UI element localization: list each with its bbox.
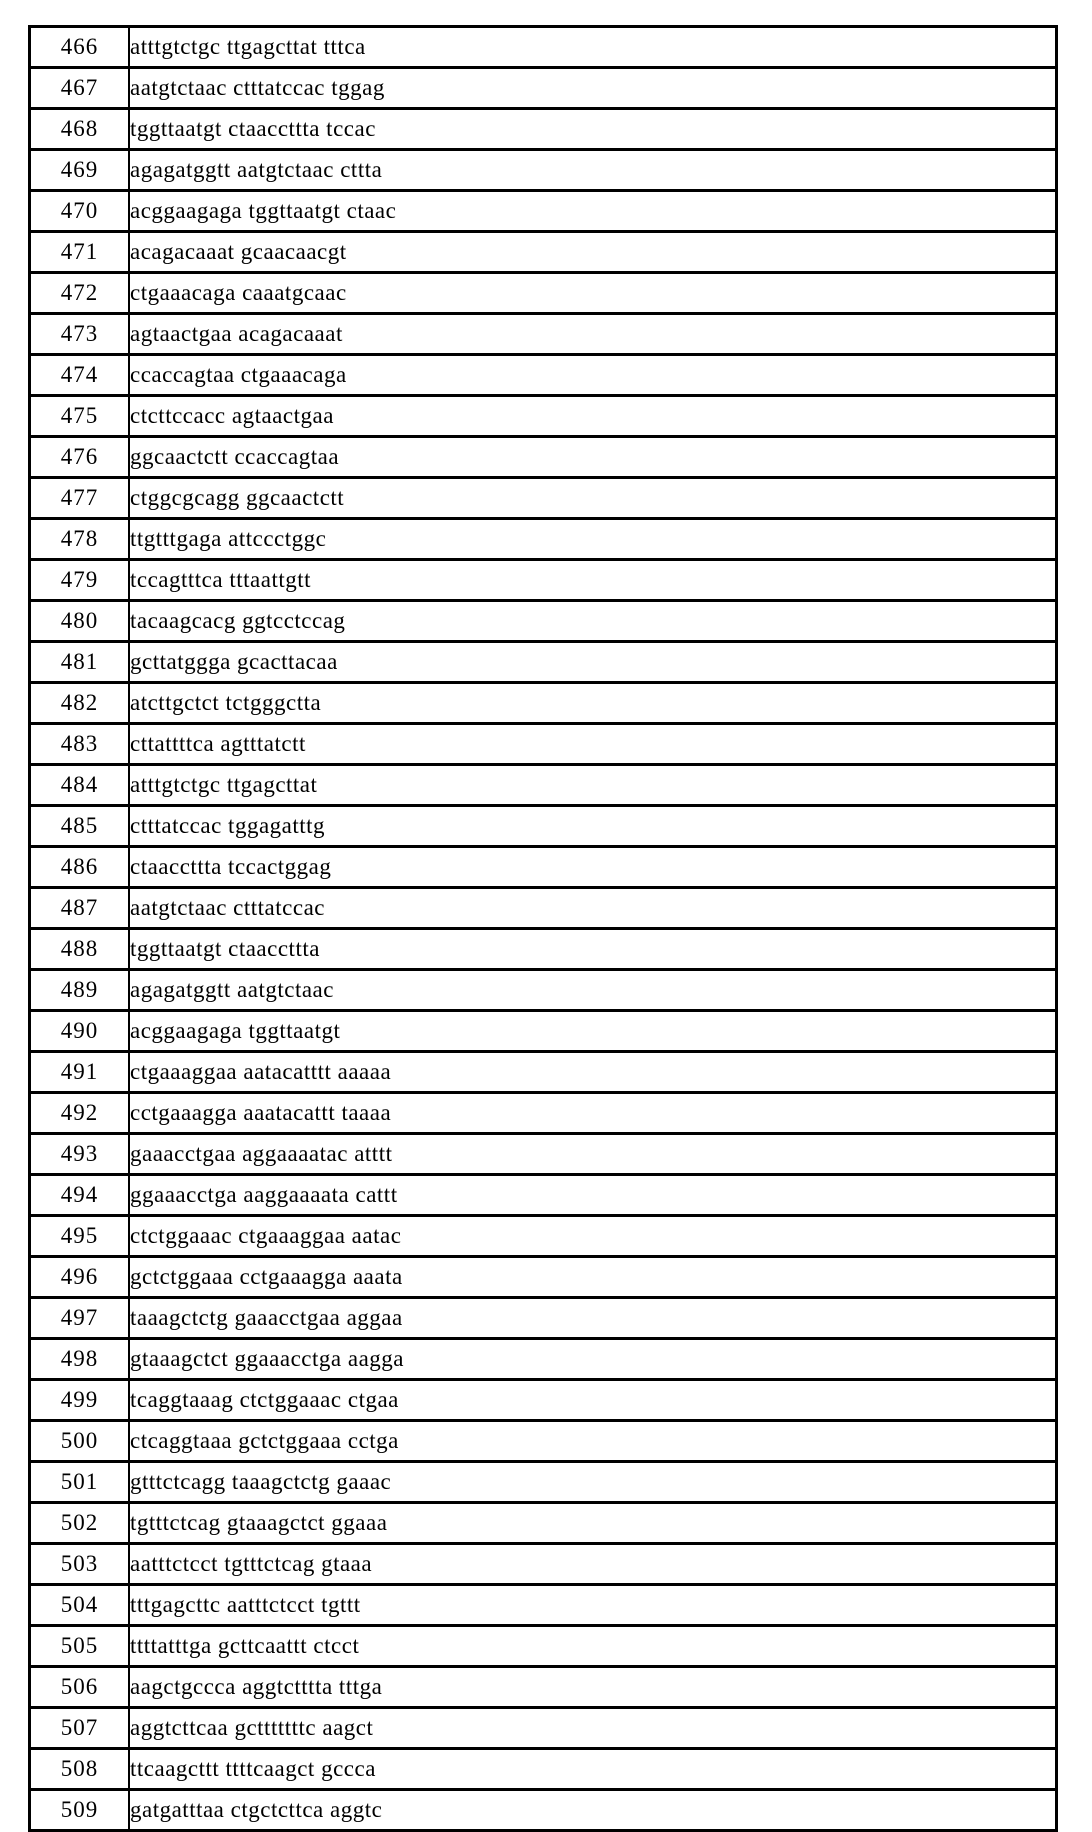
sequence-cell: ctaaccttta tccactggag bbox=[129, 847, 1057, 888]
sequence-cell: ctgaaacaga caaatgcaac bbox=[129, 273, 1057, 314]
row-number-cell: 478 bbox=[30, 519, 130, 560]
row-number-cell: 476 bbox=[30, 437, 130, 478]
sequence-cell: tttgagcttc aatttctcct tgttt bbox=[129, 1585, 1057, 1626]
row-number-cell: 487 bbox=[30, 888, 130, 929]
row-number-cell: 499 bbox=[30, 1380, 130, 1421]
table-row bbox=[30, 1667, 1057, 1708]
table-row bbox=[30, 232, 1057, 273]
table-row bbox=[30, 478, 1057, 519]
table-row bbox=[30, 1503, 1057, 1544]
row-number-cell: 498 bbox=[30, 1339, 130, 1380]
sequence-table-body bbox=[30, 27, 1057, 1831]
table-row bbox=[30, 273, 1057, 314]
table-row bbox=[30, 560, 1057, 601]
row-number-cell: 494 bbox=[30, 1175, 130, 1216]
sequence-cell: acggaagaga tggttaatgt ctaac bbox=[129, 191, 1057, 232]
row-number-cell: 509 bbox=[30, 1790, 130, 1831]
sequence-cell: ccaccagtaa ctgaaacaga bbox=[129, 355, 1057, 396]
table-row bbox=[30, 191, 1057, 232]
table-row bbox=[30, 1339, 1057, 1380]
table-row bbox=[30, 1216, 1057, 1257]
sequence-cell: aatttctcct tgtttctcag gtaaa bbox=[129, 1544, 1057, 1585]
row-number-cell: 484 bbox=[30, 765, 130, 806]
row-number-cell: 496 bbox=[30, 1257, 130, 1298]
table-row bbox=[30, 1790, 1057, 1831]
row-number-cell: 507 bbox=[30, 1708, 130, 1749]
row-number-cell: 477 bbox=[30, 478, 130, 519]
sequence-cell: ttttatttga gcttcaattt ctcct bbox=[129, 1626, 1057, 1667]
sequence-cell: ttgtttgaga attccctggc bbox=[129, 519, 1057, 560]
sequence-cell: ctggcgcagg ggcaactctt bbox=[129, 478, 1057, 519]
sequence-cell: tacaagcacg ggtcctccag bbox=[129, 601, 1057, 642]
table-row bbox=[30, 1257, 1057, 1298]
sequence-cell: aggtcttcaa gctttttttc aagct bbox=[129, 1708, 1057, 1749]
table-row bbox=[30, 847, 1057, 888]
table-row bbox=[30, 1749, 1057, 1790]
row-number-cell: 492 bbox=[30, 1093, 130, 1134]
row-number-cell: 479 bbox=[30, 560, 130, 601]
table-row bbox=[30, 396, 1057, 437]
table-row bbox=[30, 68, 1057, 109]
table-row bbox=[30, 724, 1057, 765]
table-row bbox=[30, 1626, 1057, 1667]
row-number-cell: 505 bbox=[30, 1626, 130, 1667]
row-number-cell: 490 bbox=[30, 1011, 130, 1052]
table-row bbox=[30, 1708, 1057, 1749]
table-row bbox=[30, 1421, 1057, 1462]
sequence-cell: ctcttccacc agtaactgaa bbox=[129, 396, 1057, 437]
row-number-cell: 474 bbox=[30, 355, 130, 396]
table-row bbox=[30, 601, 1057, 642]
row-number-cell: 467 bbox=[30, 68, 130, 109]
table-row bbox=[30, 1093, 1057, 1134]
row-number-cell: 472 bbox=[30, 273, 130, 314]
table-row bbox=[30, 765, 1057, 806]
table-row bbox=[30, 806, 1057, 847]
table-row bbox=[30, 150, 1057, 191]
row-number-cell: 502 bbox=[30, 1503, 130, 1544]
sequence-cell: aatgtctaac ctttatccac tggag bbox=[129, 68, 1057, 109]
row-number-cell: 471 bbox=[30, 232, 130, 273]
sequence-cell: tgtttctcag gtaaagctct ggaaa bbox=[129, 1503, 1057, 1544]
row-number-cell: 495 bbox=[30, 1216, 130, 1257]
table-row bbox=[30, 1011, 1057, 1052]
sequence-cell: ggaaacctga aaggaaaata cattt bbox=[129, 1175, 1057, 1216]
table-row bbox=[30, 1585, 1057, 1626]
table-row bbox=[30, 970, 1057, 1011]
sequence-cell: ctttatccac tggagatttg bbox=[129, 806, 1057, 847]
table-row bbox=[30, 929, 1057, 970]
sequence-cell: atcttgctct tctgggctta bbox=[129, 683, 1057, 724]
sequence-cell: gcttatggga gcacttacaa bbox=[129, 642, 1057, 683]
table-row bbox=[30, 519, 1057, 560]
sequence-cell: tggttaatgt ctaaccttta bbox=[129, 929, 1057, 970]
row-number-cell: 506 bbox=[30, 1667, 130, 1708]
row-number-cell: 489 bbox=[30, 970, 130, 1011]
sequence-cell: ctgaaaggaa aatacatttt aaaaa bbox=[129, 1052, 1057, 1093]
row-number-cell: 504 bbox=[30, 1585, 130, 1626]
table-row bbox=[30, 355, 1057, 396]
sequence-cell: acagacaaat gcaacaacgt bbox=[129, 232, 1057, 273]
sequence-cell: aatgtctaac ctttatccac bbox=[129, 888, 1057, 929]
sequence-cell: tggttaatgt ctaaccttta tccac bbox=[129, 109, 1057, 150]
sequence-cell: agagatggtt aatgtctaac cttta bbox=[129, 150, 1057, 191]
row-number-cell: 470 bbox=[30, 191, 130, 232]
row-number-cell: 486 bbox=[30, 847, 130, 888]
row-number-cell: 497 bbox=[30, 1298, 130, 1339]
table-row bbox=[30, 1462, 1057, 1503]
row-number-cell: 493 bbox=[30, 1134, 130, 1175]
row-number-cell: 480 bbox=[30, 601, 130, 642]
sequence-table bbox=[28, 25, 1058, 1832]
table-row bbox=[30, 1175, 1057, 1216]
table-row bbox=[30, 27, 1057, 68]
table-row bbox=[30, 1052, 1057, 1093]
sequence-cell: ctctggaaac ctgaaaggaa aatac bbox=[129, 1216, 1057, 1257]
row-number-cell: 488 bbox=[30, 929, 130, 970]
row-number-cell: 466 bbox=[30, 27, 130, 68]
row-number-cell: 485 bbox=[30, 806, 130, 847]
table-row bbox=[30, 1380, 1057, 1421]
sequence-cell: taaagctctg gaaacctgaa aggaa bbox=[129, 1298, 1057, 1339]
sequence-cell: aagctgccca aggtctttta tttga bbox=[129, 1667, 1057, 1708]
table-row bbox=[30, 888, 1057, 929]
sequence-cell: gatgatttaa ctgctcttca aggtc bbox=[129, 1790, 1057, 1831]
row-number-cell: 501 bbox=[30, 1462, 130, 1503]
sequence-cell: gctctggaaa cctgaaagga aaata bbox=[129, 1257, 1057, 1298]
sequence-cell: agagatggtt aatgtctaac bbox=[129, 970, 1057, 1011]
row-number-cell: 468 bbox=[30, 109, 130, 150]
table-row bbox=[30, 437, 1057, 478]
table-row bbox=[30, 642, 1057, 683]
sequence-cell: cttattttca agtttatctt bbox=[129, 724, 1057, 765]
sequence-cell: ctcaggtaaa gctctggaaa cctga bbox=[129, 1421, 1057, 1462]
table-row bbox=[30, 1298, 1057, 1339]
sequence-cell: atttgtctgc ttgagcttat tttca bbox=[129, 27, 1057, 68]
sequence-cell: tcaggtaaag ctctggaaac ctgaa bbox=[129, 1380, 1057, 1421]
table-row bbox=[30, 314, 1057, 355]
sequence-cell: gtttctcagg taaagctctg gaaac bbox=[129, 1462, 1057, 1503]
sequence-cell: gtaaagctct ggaaacctga aagga bbox=[129, 1339, 1057, 1380]
row-number-cell: 491 bbox=[30, 1052, 130, 1093]
table-row bbox=[30, 1544, 1057, 1585]
sequence-cell: cctgaaagga aaatacattt taaaa bbox=[129, 1093, 1057, 1134]
sequence-cell: agtaactgaa acagacaaat bbox=[129, 314, 1057, 355]
sequence-cell: tccagtttca tttaattgtt bbox=[129, 560, 1057, 601]
sequence-cell: ggcaactctt ccaccagtaa bbox=[129, 437, 1057, 478]
table-row bbox=[30, 683, 1057, 724]
table-row bbox=[30, 1134, 1057, 1175]
row-number-cell: 508 bbox=[30, 1749, 130, 1790]
table-row bbox=[30, 109, 1057, 150]
sequence-cell: gaaacctgaa aggaaaatac atttt bbox=[129, 1134, 1057, 1175]
row-number-cell: 481 bbox=[30, 642, 130, 683]
sequence-cell: atttgtctgc ttgagcttat bbox=[129, 765, 1057, 806]
sequence-cell: acggaagaga tggttaatgt bbox=[129, 1011, 1057, 1052]
row-number-cell: 483 bbox=[30, 724, 130, 765]
row-number-cell: 503 bbox=[30, 1544, 130, 1585]
row-number-cell: 469 bbox=[30, 150, 130, 191]
row-number-cell: 500 bbox=[30, 1421, 130, 1462]
sequence-cell: ttcaagcttt ttttcaagct gccca bbox=[129, 1749, 1057, 1790]
row-number-cell: 475 bbox=[30, 396, 130, 437]
row-number-cell: 482 bbox=[30, 683, 130, 724]
row-number-cell: 473 bbox=[30, 314, 130, 355]
